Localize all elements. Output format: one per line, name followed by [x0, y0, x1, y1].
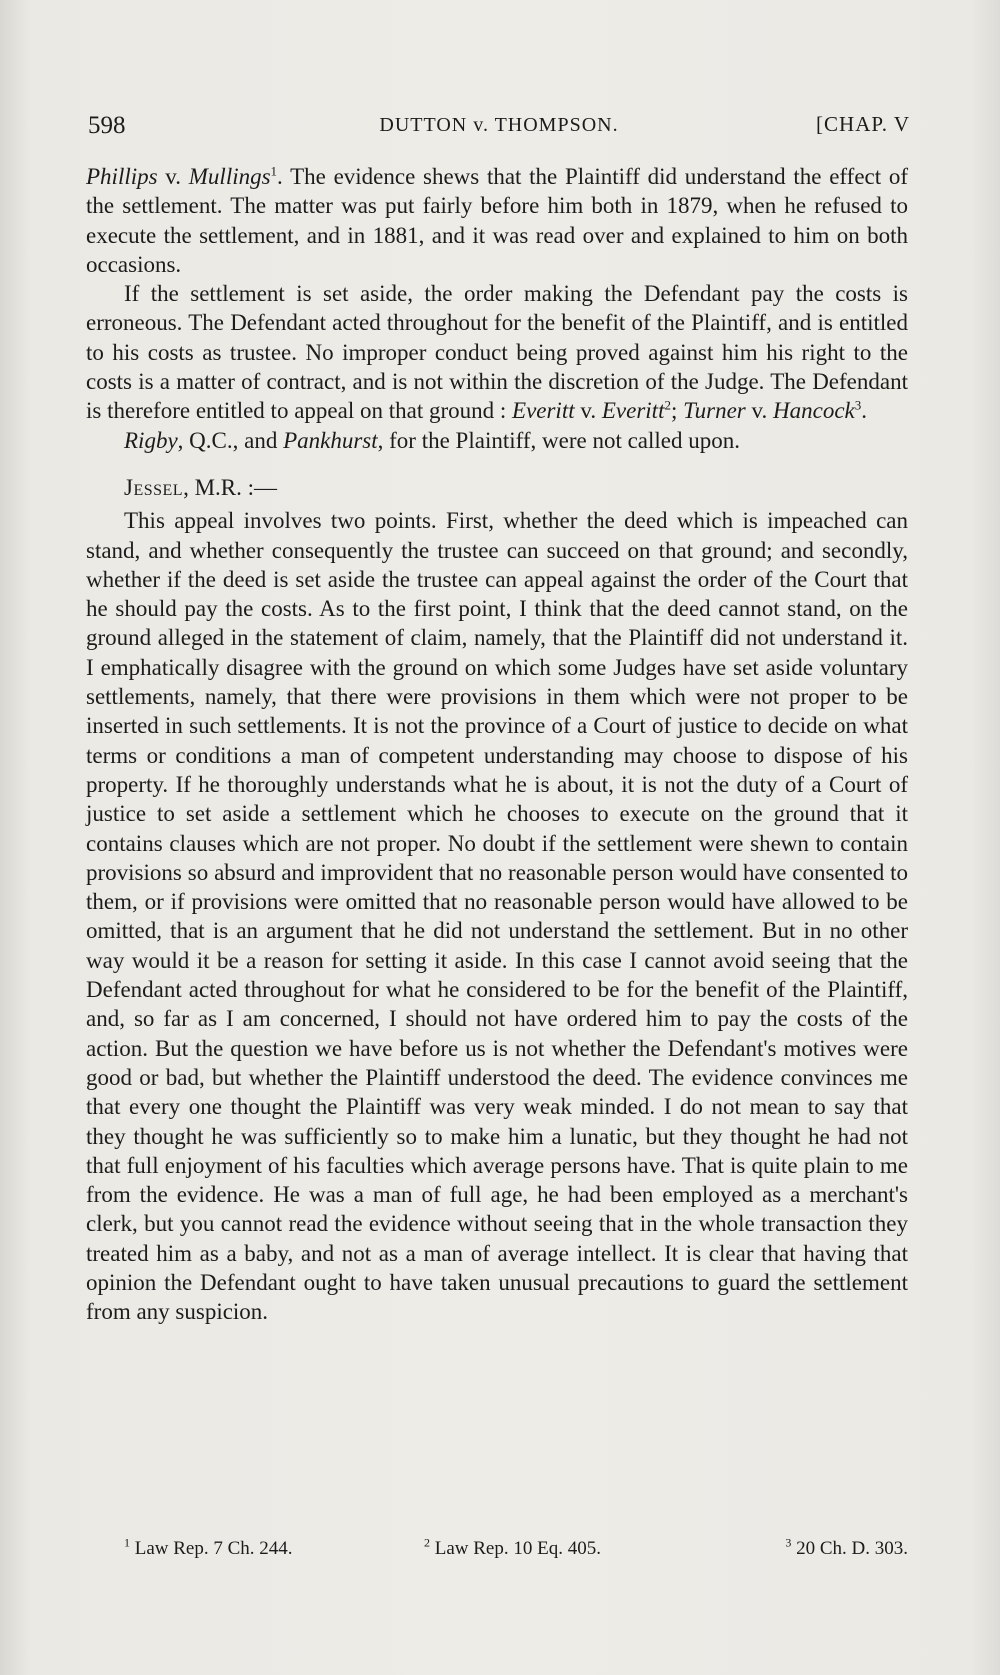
footnote-3: [785, 1535, 908, 1560]
paragraph-text: . The evidence shews that the Plaintiff did understand the effect of the settlement. The matter was put fairly before him both in 1879, when he refused to execute the settlement, and in 1881, and it was read over and explained to him on both occasions.: [86, 164, 908, 277]
sentence-end: .: [861, 398, 868, 424]
footnotes: [110, 1535, 908, 1568]
counsel-name: Rigby: [124, 427, 178, 453]
separator: ;: [670, 398, 684, 424]
case-name: Phillips: [86, 164, 158, 189]
paragraph-text: This appeal involves two points. First, whether the deed which is impeached can stand, and whether consequently the trustee can succeed on that ground; and secondly, whether if the deed is set aside the trustee can appeal against the order of the Court that he should pay the costs. As to the first point, I think that the deed cannot stand, on the ground alleged in the statement of claim, namely, that the Plaintiff did not understand it. I emphatically disagree with the ground on which some Judges have set aside voluntary settlements, namely, that there were provisions in them which were not proper to be inserted in such settlements. It is not the province of a Court of justice to decide on what terms or conditions a man of competent understanding may choose to dispose of his property. If he thoroughly understands what he is about, it is not the duty of a Court of justice to set aside a settlement which he chooses to execute on the ground that it contains clauses which are not proper. No doubt if the settlement were shewn to contain provisions so absurd and improvident that no reasonable person would have consented to them, or if provisions were omitted that no reasonable person would have allowed to be omitted, that is an argument that he did not understand the settlement. But in no other way would it be a reason for setting it aside. In this case I cannot avoid seeing that the Defendant acted throughout for what he considered to be for the benefit of the Plaintiff, and, so far as I am concerned, I should not have ordered him to pay the costs of the action. But the question we have before us is not whether the Defendant's motives were good or bad, but whether the Plaintiff understood the deed. The evidence convinces me that every one thought the Plaintiff was very weak minded. I do not mean to say that they thought he was sufficiently so to make him a lunatic, but they thought he had not that full enjoyment of his faculties which average persons have. That is quite plain to me from the evidence. He was a man of full age, he had been employed as a merchant's clerk, but you cannot read the evidence without seeing that in the whole transaction they treated him as a baby, and not as a man of average intellect. It is clear that having that opinion the Defendant ought to have taken unusual precautions to guard the settlement from any suspicion.: [86, 508, 908, 1325]
case-name: Turner: [683, 398, 746, 424]
case-name: Everitt: [512, 398, 575, 424]
counsel-mid: , Q.C., and: [177, 427, 284, 453]
paragraph-4: [86, 506, 908, 1326]
paragraph-1: [86, 162, 908, 279]
paragraph-3: [86, 426, 908, 455]
footnote-ref: 3: [854, 397, 862, 413]
paragraph-text: , for the Plaintiff, were not called upon.: [377, 427, 741, 453]
versus: v.: [580, 398, 597, 424]
footnote-2: [424, 1535, 601, 1560]
running-title: DUTTON v. THOMPSON.: [379, 114, 619, 136]
footnote-mark: 2: [424, 1535, 430, 1550]
judge-heading: [86, 473, 908, 502]
chapter-label: [CHAP. V: [816, 112, 910, 136]
judge-title: , M.R. :—: [183, 474, 278, 500]
running-header: [88, 108, 910, 142]
versus: v.: [165, 164, 182, 189]
footnote-ref: 2: [664, 397, 671, 413]
page-number: 598: [88, 112, 126, 139]
case-name: Mullings: [188, 164, 271, 189]
paragraph-text: If the settlement is set aside, the order making the Defendant pay the costs is erroneous. The Defendant acted throughout for the benefit of the Plaintiff, and is entitled to his costs as trustee. No improper conduct being proved against him his right to the costs is a matter of contract, and is not within the discretion of the Judge. The Defendant is therefore entitled to appeal on that ground :: [86, 281, 908, 424]
case-name: Everitt: [601, 398, 665, 424]
case-name: Hancock: [773, 398, 855, 424]
footnote-ref: 1: [270, 163, 278, 179]
footnote-text: Law Rep. 10 Eq. 405.: [434, 1538, 601, 1559]
footnote-mark: 3: [785, 1535, 792, 1550]
footnote-text: Law Rep. 7 Ch. 244.: [134, 1538, 293, 1559]
versus: v.: [751, 398, 768, 424]
paragraph-2: [86, 279, 908, 425]
footnote-text: 20 Ch. D. 303.: [796, 1538, 908, 1559]
page-body: [86, 162, 908, 1327]
counsel-name: Pankhurst: [283, 427, 378, 453]
judge-name: Jessel: [124, 474, 184, 500]
footnote-1: [124, 1535, 293, 1560]
footnote-mark: 1: [124, 1535, 130, 1550]
